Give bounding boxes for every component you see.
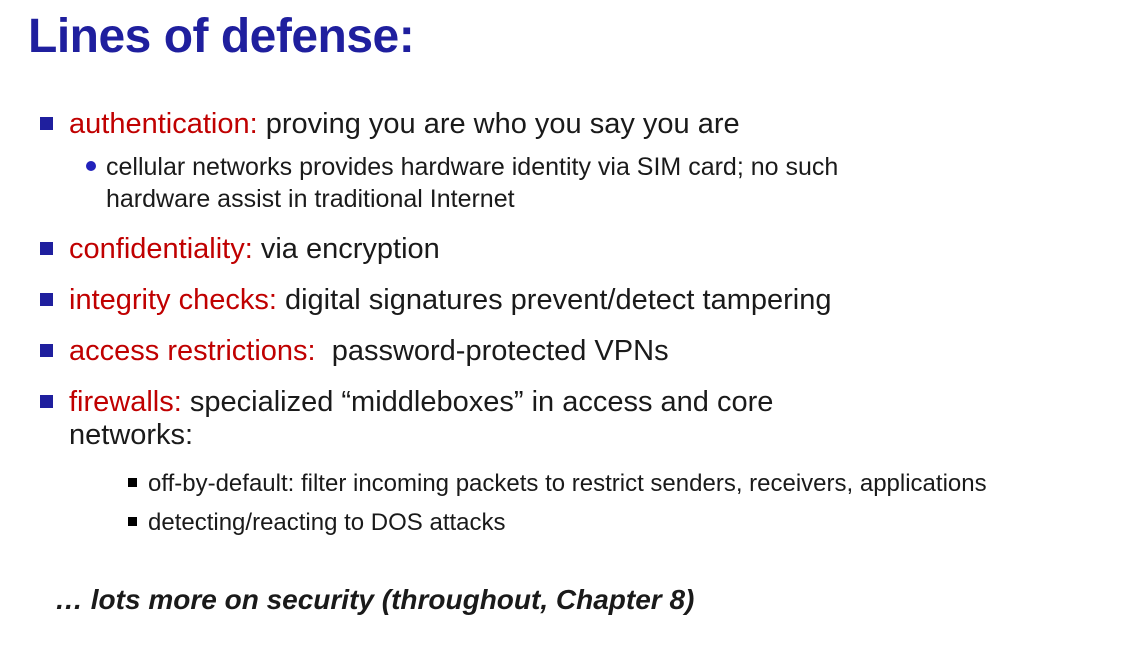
bullet-body: off-by-default: filter incoming packets to restrict senders, receivers, applications — [148, 470, 987, 497]
bullet-text — [69, 108, 740, 141]
small-square-bullet-icon — [128, 517, 137, 526]
bullet-body: proving you are who you say you are — [257, 108, 740, 140]
square-bullet-icon — [40, 293, 53, 306]
bullet-body: digital signatures prevent/detect tampering — [276, 284, 832, 316]
square-bullet-icon — [40, 395, 53, 408]
bullet-item-integrity-checks — [40, 284, 1133, 317]
bullet-body: detecting/reacting to DOS attacks — [148, 509, 506, 536]
bullet-item-confidentiality — [40, 233, 1133, 266]
square-bullet-icon — [40, 242, 53, 255]
bullet-keyword: access restrictions: — [69, 335, 316, 367]
bullet-item-authentication — [40, 108, 1133, 141]
bullet-body: cellular networks provides hardware identity via SIM card; no such hardware assist in traditional Internet — [106, 153, 839, 213]
bullet-keyword: authentication: — [69, 108, 258, 140]
sub-bullet-item-off-by-default — [128, 468, 1133, 499]
square-bullet-icon — [40, 344, 53, 357]
square-bullet-icon — [40, 117, 53, 130]
bullet-keyword: firewalls: — [69, 386, 182, 418]
bullet-body: specialized “middleboxes” in access and core networks: — [69, 386, 774, 451]
sub-bullet-item-cellular — [86, 151, 1133, 215]
slide-title: Lines of defense: — [28, 10, 415, 63]
bullet-text — [69, 386, 889, 452]
small-square-bullet-icon — [128, 478, 137, 487]
bullet-text — [69, 233, 440, 266]
bullet-item-access-restrictions — [40, 335, 1133, 368]
bullet-list — [0, 108, 1133, 616]
bullet-keyword: confidentiality: — [69, 233, 253, 265]
bullet-item-firewalls — [40, 386, 1133, 452]
footer-note: … lots more on security (throughout, Chapter 8) — [55, 584, 695, 615]
bullet-body: password-protected VPNs — [315, 335, 669, 367]
sub-bullet-item-dos-attacks — [128, 507, 1133, 538]
bullet-text — [69, 284, 831, 317]
bullet-body: via encryption — [252, 233, 440, 265]
bullet-text — [69, 335, 669, 368]
bullet-keyword: integrity checks: — [69, 284, 277, 316]
dot-bullet-icon — [86, 161, 96, 171]
